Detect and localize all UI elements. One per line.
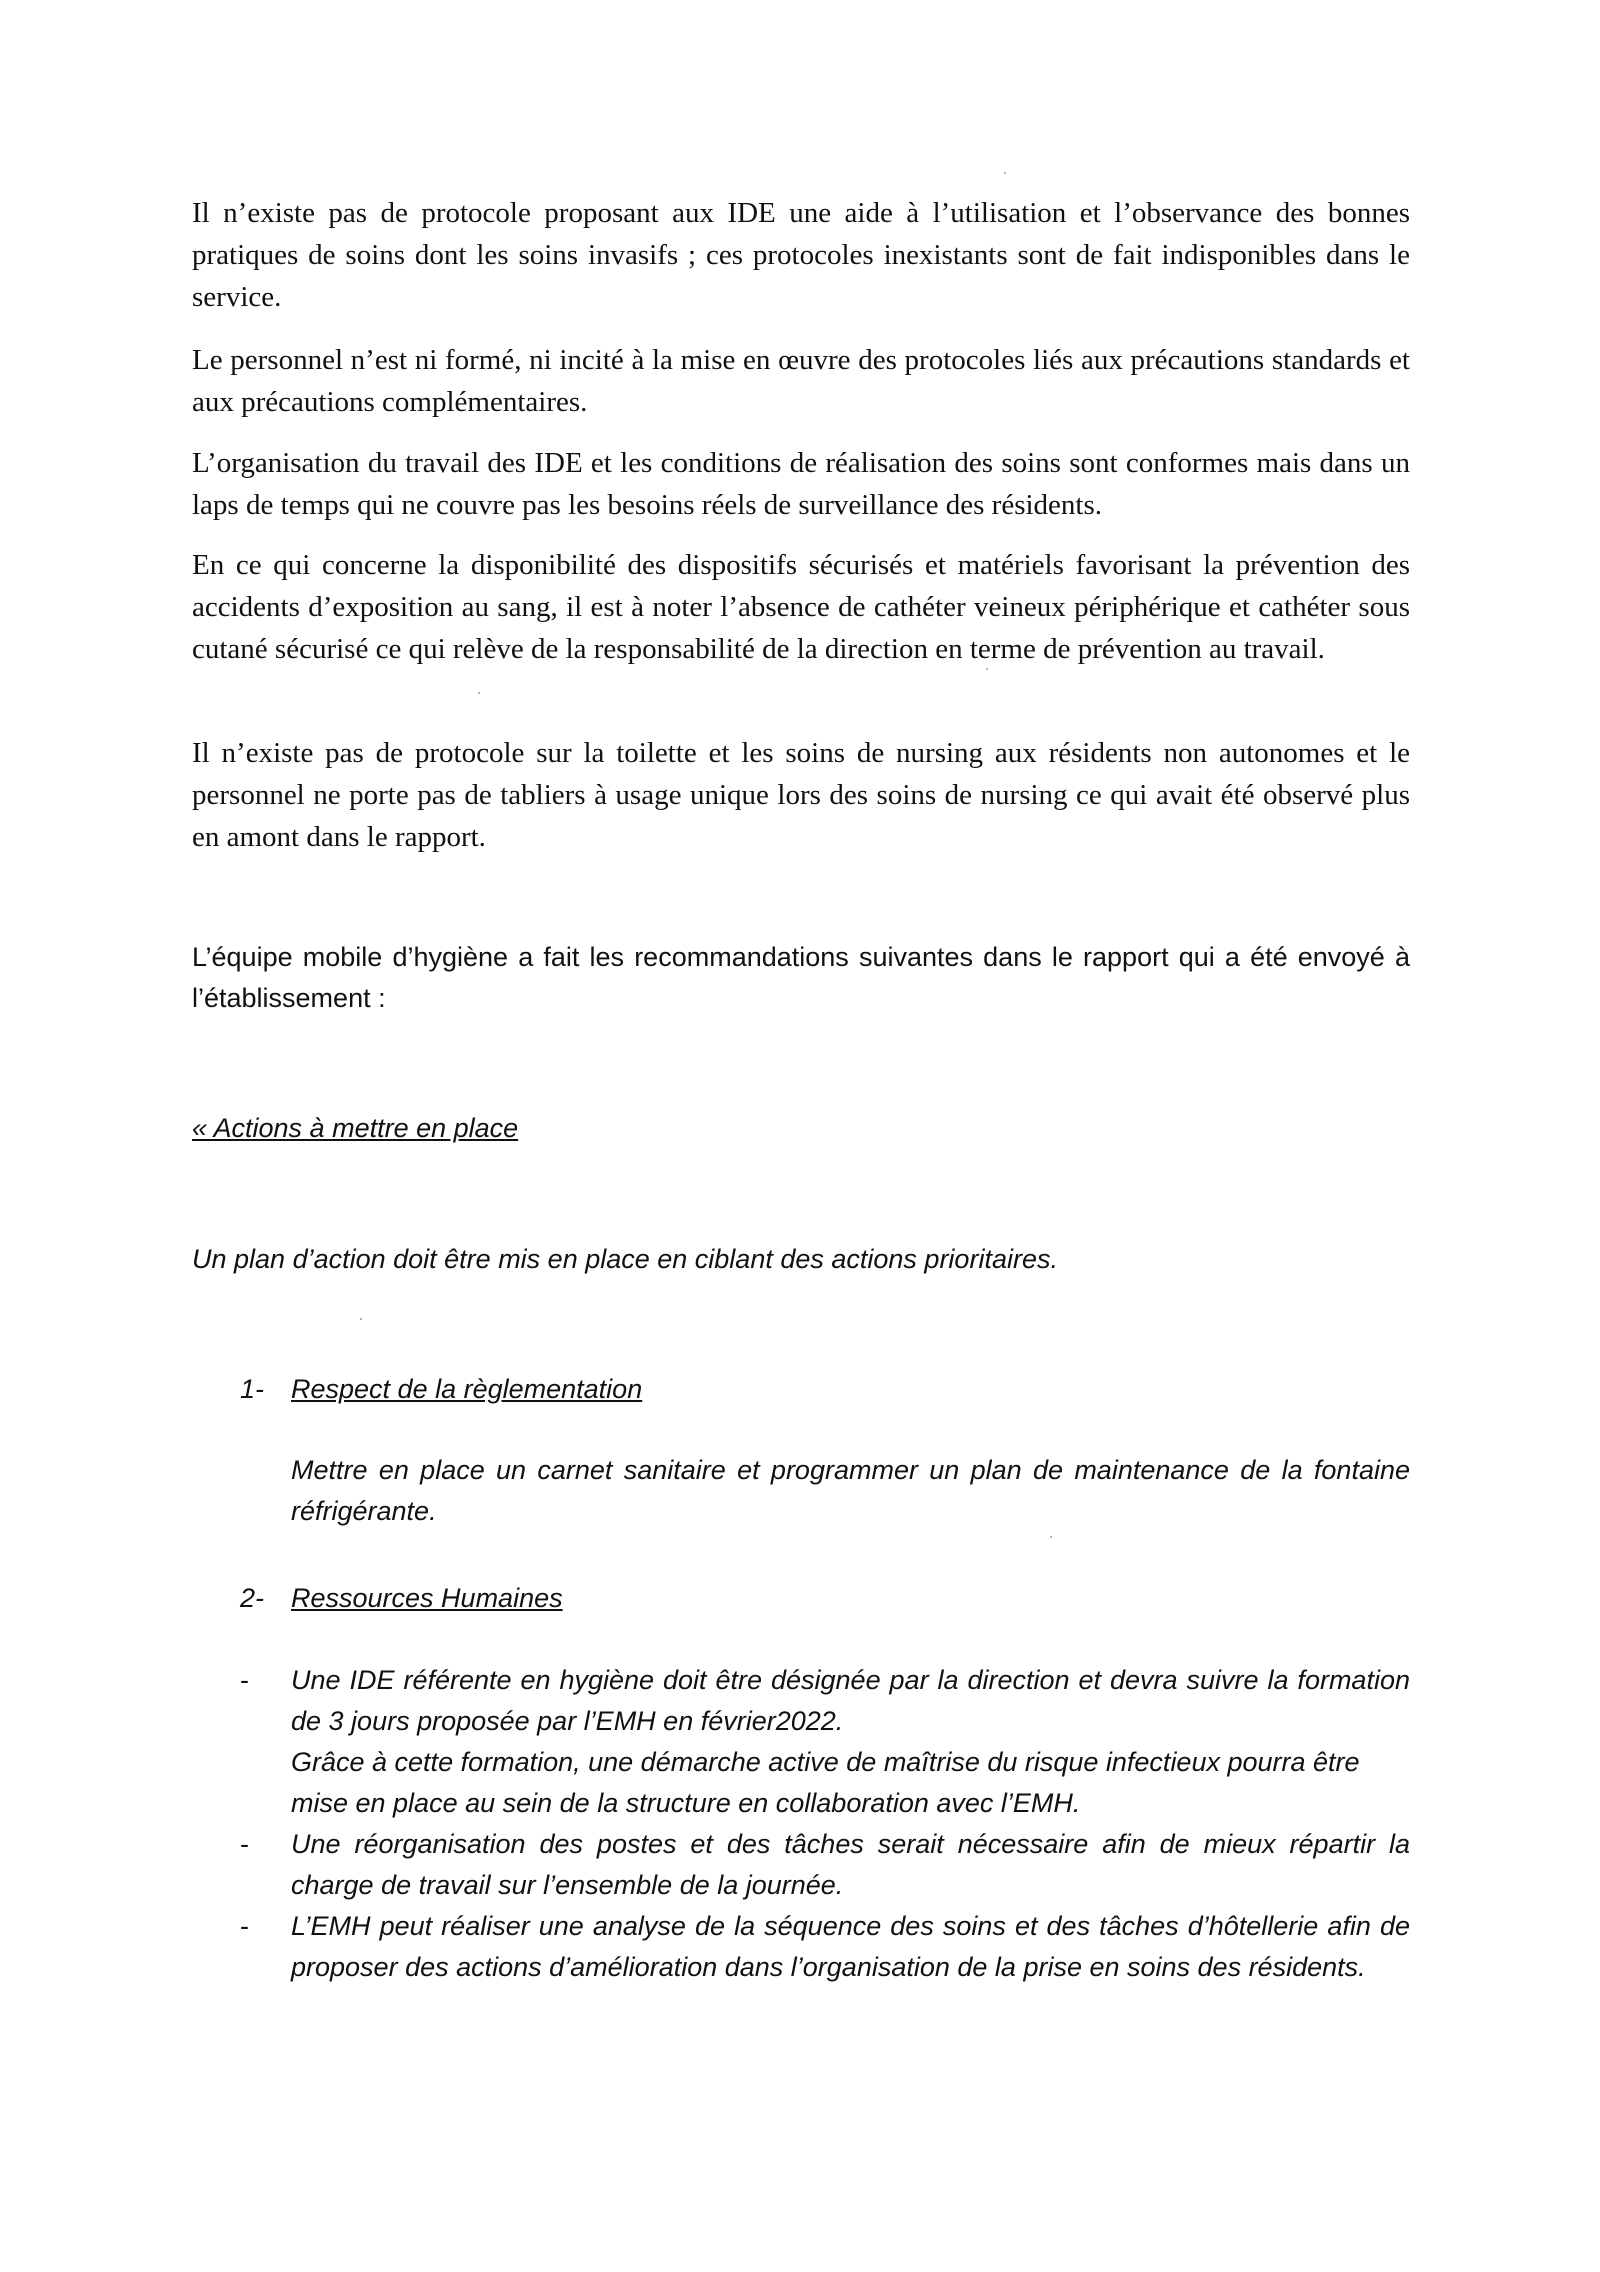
scan-speck: [360, 1318, 362, 1320]
scan-speck: [1004, 172, 1006, 174]
paragraph-protocoles-ide: Il n’existe pas de protocole proposant aux IDE une aide à l’utilisation et l’observance des bonnes pratiques de soins dont les soins invasifs ; ces protocoles inexistants sont de fait indisponibles dans le service.: [192, 197, 1410, 313]
bullet-reorganisation: Une réorganisation des postes et des tâches serait nécessaire afin de mieux répartir la charge de travail sur l’ensemble de la journée.: [291, 1829, 1410, 1900]
bullet-marker: -: [240, 1829, 249, 1859]
section-body-reglementation: Mettre en place un carnet sanitaire et programmer un plan de maintenance de la fontaine réfrigérante.: [291, 1455, 1410, 1526]
bullet-analyse-sequence: L’EMH peut réaliser une analyse de la séquence des soins et des tâches d’hôtellerie afin de proposer des actions d’amélioration dans l’organisation de la prise en soins des résidents.: [291, 1911, 1410, 1982]
paragraph-dispositifs-securises: En ce qui concerne la disponibilité des dispositifs sécurisés et matériels favorisant la prévention des accidents d’exposition au sang, il est à noter l’absence de cathéter veineux périphérique et cathéter sous cutané sécurisé ce qui relève de la responsabilité de la direction en terme de prévention au travail.: [192, 549, 1410, 665]
bullet-ide-referente: Une IDE référente en hygiène doit être désignée par la direction et devra suivre la formation de 3 jours proposée par l’EMH en février2022.: [291, 1665, 1410, 1736]
scan-speck: [1050, 1536, 1052, 1538]
actions-heading: « Actions à mettre en place: [192, 1113, 519, 1143]
section-number: 2-: [240, 1583, 265, 1613]
paragraph-personnel-formation: Le personnel n’est ni formé, ni incité à la mise en œuvre des protocoles liés aux précautions standards et aux précautions complémentaires.: [192, 344, 1410, 418]
section-title-ressources-humaines: Ressources Humaines: [291, 1583, 563, 1613]
bullet-marker: -: [240, 1911, 249, 1941]
bullet-marker: -: [240, 1665, 249, 1695]
plan-action-sentence: Un plan d’action doit être mis en place en ciblant des actions prioritaires.: [192, 1244, 1058, 1274]
section-title-reglementation: Respect de la règlementation: [291, 1374, 643, 1404]
scan-speck: [478, 692, 480, 694]
bullet-formation-note: Grâce à cette formation, une démarche active de maîtrise du risque infectieux pourra être mise en place au sein de la structure en collaboration avec l’EMH.: [291, 1747, 1360, 1818]
paragraph-toilette-nursing: Il n’existe pas de protocole sur la toilette et les soins de nursing aux résidents non autonomes et le personnel ne porte pas de tabliers à usage unique lors des soins de nursing ce qui avait été observé plus en amont dans le rapport.: [192, 737, 1410, 853]
emh-recommendations-intro: L’équipe mobile d’hygiène a fait les recommandations suivantes dans le rapport qui a été envoyé à l’établissement :: [192, 942, 1410, 1013]
scan-speck: [986, 668, 988, 670]
paragraph-organisation-travail: L’organisation du travail des IDE et les conditions de réalisation des soins sont conformes mais dans un laps de temps qui ne couvre pas les besoins réels de surveillance des résidents.: [192, 447, 1410, 521]
section-number: 1-: [240, 1374, 265, 1404]
